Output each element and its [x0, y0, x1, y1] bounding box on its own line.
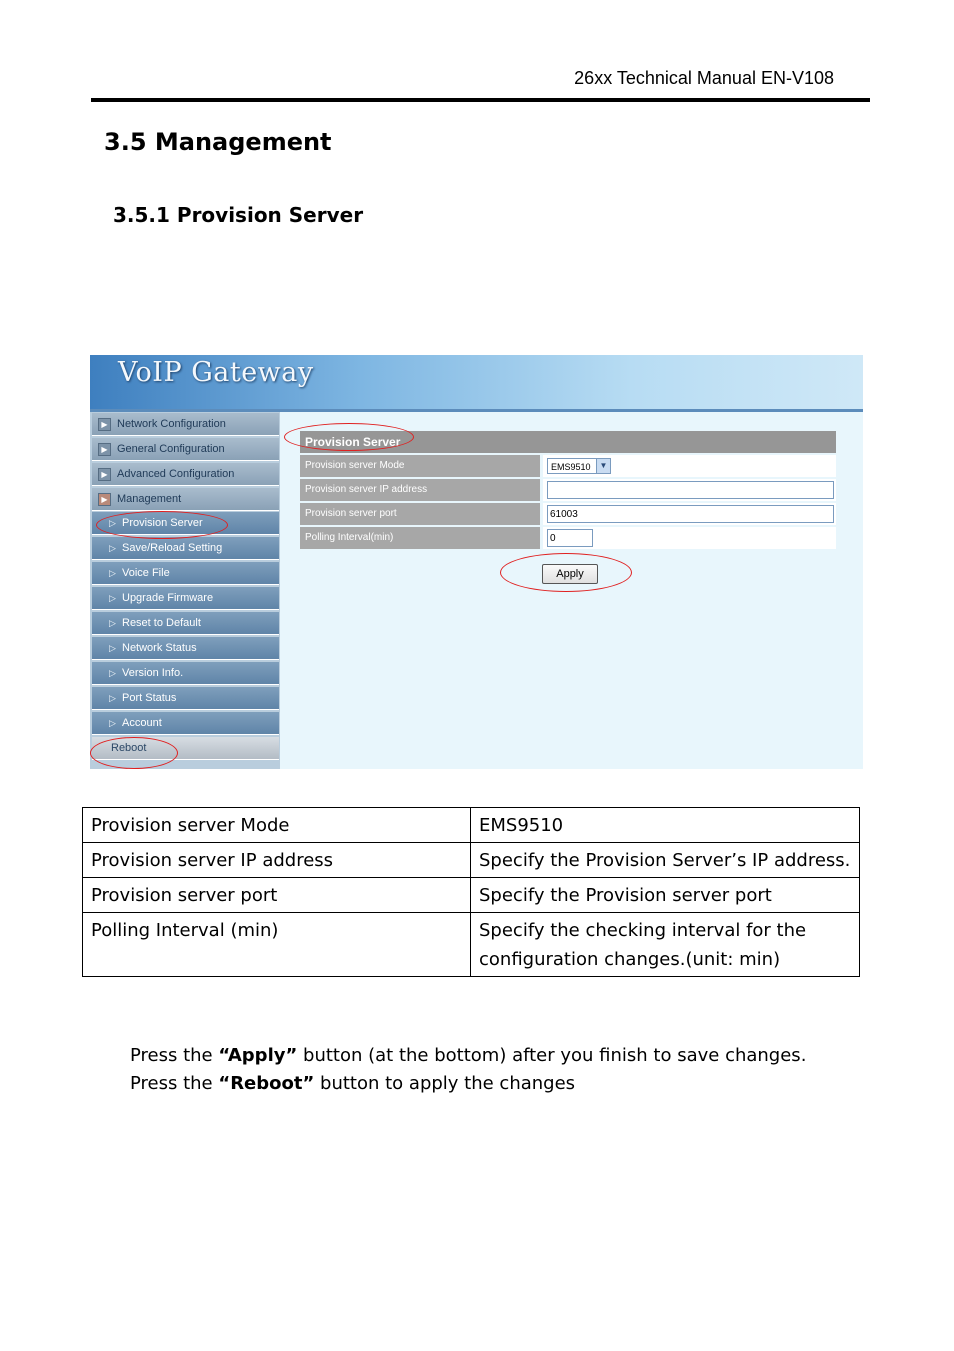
table-row: [83, 808, 860, 843]
table-row: [83, 913, 860, 977]
bullet-triangle-icon: ▷: [109, 693, 116, 703]
note-text: Press the: [130, 1073, 219, 1094]
page-header: 26xx Technical Manual EN-V108: [574, 68, 834, 88]
expand-icon: ▶: [98, 418, 111, 431]
table-cell-desc: Specify the Provision Server’s IP address.: [471, 843, 860, 878]
nav-item-label: Account: [122, 717, 162, 729]
nav-item-general-configuration[interactable]: [92, 438, 279, 461]
expand-icon: ▶: [98, 493, 111, 506]
highlight-oval-reboot: [90, 737, 178, 769]
nav-item-label: Network Status: [122, 642, 197, 654]
nav-item-label: Advanced Configuration: [117, 468, 235, 480]
interval-cell: [543, 527, 836, 549]
nav-item-voice-file[interactable]: [92, 562, 279, 585]
bullet-triangle-icon: ▷: [109, 543, 116, 553]
nav-item-version-info[interactable]: [92, 662, 279, 685]
port-label: Provision server port: [300, 503, 540, 525]
nav-item-label: General Configuration: [117, 443, 225, 455]
table-cell-param: Polling Interval (min): [83, 913, 471, 977]
interval-label: Polling Interval(min): [300, 527, 540, 549]
bullet-triangle-icon: ▷: [109, 643, 116, 653]
nav-item-management[interactable]: [92, 488, 279, 511]
chevron-down-icon: ▼: [596, 459, 610, 473]
note-text: button to apply the changes: [314, 1073, 576, 1094]
nav-item-network-configuration[interactable]: [92, 413, 279, 436]
note-emphasis: “Reboot”: [218, 1073, 315, 1094]
mode-cell: [543, 455, 836, 477]
bullet-triangle-icon: ▷: [109, 668, 116, 678]
nav-item-advanced-configuration[interactable]: [92, 463, 279, 486]
gateway-screenshot: [90, 355, 863, 769]
nav-item-reset-to-default[interactable]: [92, 612, 279, 635]
ip-cell: [543, 479, 836, 501]
nav-item-label: Upgrade Firmware: [122, 592, 214, 604]
form-row-interval: [300, 527, 836, 549]
banner-title: VoIP Gateway: [118, 357, 314, 388]
note-reboot: [130, 1073, 575, 1094]
subsection-heading: 3.5.1 Provision Server: [113, 203, 364, 227]
port-input[interactable]: 61003: [547, 505, 834, 523]
nav-item-port-status[interactable]: [92, 687, 279, 710]
nav-item-account[interactable]: [92, 712, 279, 735]
header-rule: [91, 98, 870, 102]
table-cell-desc: Specify the checking interval for the configuration changes.(unit: min): [471, 913, 860, 977]
form-row-ip: [300, 479, 836, 501]
form-row-port: [300, 503, 836, 525]
nav-item-save-reload-setting[interactable]: [92, 537, 279, 560]
note-text: Press the: [130, 1045, 219, 1066]
section-heading: 3.5 Management: [104, 128, 332, 156]
highlight-oval-apply: [500, 553, 632, 592]
bullet-triangle-icon: ▷: [109, 568, 116, 578]
note-emphasis: “Apply”: [218, 1045, 298, 1066]
bullet-triangle-icon: ▷: [109, 593, 116, 603]
table-cell-param: Provision server port: [83, 878, 471, 913]
table-cell-param: Provision server IP address: [83, 843, 471, 878]
table-row: [83, 843, 860, 878]
port-cell: [543, 503, 836, 525]
banner: [90, 355, 863, 412]
nav-item-label: Save/Reload Setting: [122, 542, 223, 554]
bullet-triangle-icon: ▷: [109, 718, 116, 728]
mode-label: Provision server Mode: [300, 455, 540, 477]
expand-icon: ▶: [98, 443, 111, 456]
nav-item-label: Port Status: [122, 692, 177, 704]
nav-item-label: Reset to Default: [122, 617, 201, 629]
mode-select[interactable]: [547, 458, 611, 474]
highlight-oval-panel-title: [284, 423, 414, 451]
nav-item-network-status[interactable]: [92, 637, 279, 660]
parameter-table: [82, 807, 860, 977]
highlight-oval-provision-server: [96, 511, 228, 539]
table-cell-param: Provision server Mode: [83, 808, 471, 843]
table-cell-desc: EMS9510: [471, 808, 860, 843]
table-cell-desc: Specify the Provision server port: [471, 878, 860, 913]
mode-select-value: EMS9510: [551, 462, 591, 472]
nav-item-label: Network Configuration: [117, 418, 226, 430]
note-apply: [130, 1045, 806, 1066]
expand-icon: ▶: [98, 468, 111, 481]
nav-item-label: Version Info.: [122, 667, 184, 679]
form-row-mode: [300, 455, 836, 477]
note-text: button (at the bottom) after you finish to save changes.: [297, 1045, 807, 1066]
panel-title: Provision Server: [300, 431, 836, 453]
bullet-triangle-icon: ▷: [109, 618, 116, 628]
sidebar-nav: [90, 412, 280, 769]
table-row: [83, 878, 860, 913]
nav-item-label: Management: [117, 493, 182, 505]
nav-item-reboot[interactable]: Reboot: [92, 737, 279, 760]
apply-button[interactable]: Apply: [542, 564, 598, 584]
nav-item-upgrade-firmware[interactable]: [92, 587, 279, 610]
ip-label: Provision server IP address: [300, 479, 540, 501]
nav-item-label: Provision Server: [122, 517, 203, 529]
interval-input[interactable]: 0: [547, 529, 593, 547]
ip-input[interactable]: [547, 481, 834, 499]
bullet-triangle-icon: ▷: [109, 518, 116, 528]
nav-item-label: Voice File: [122, 567, 170, 579]
